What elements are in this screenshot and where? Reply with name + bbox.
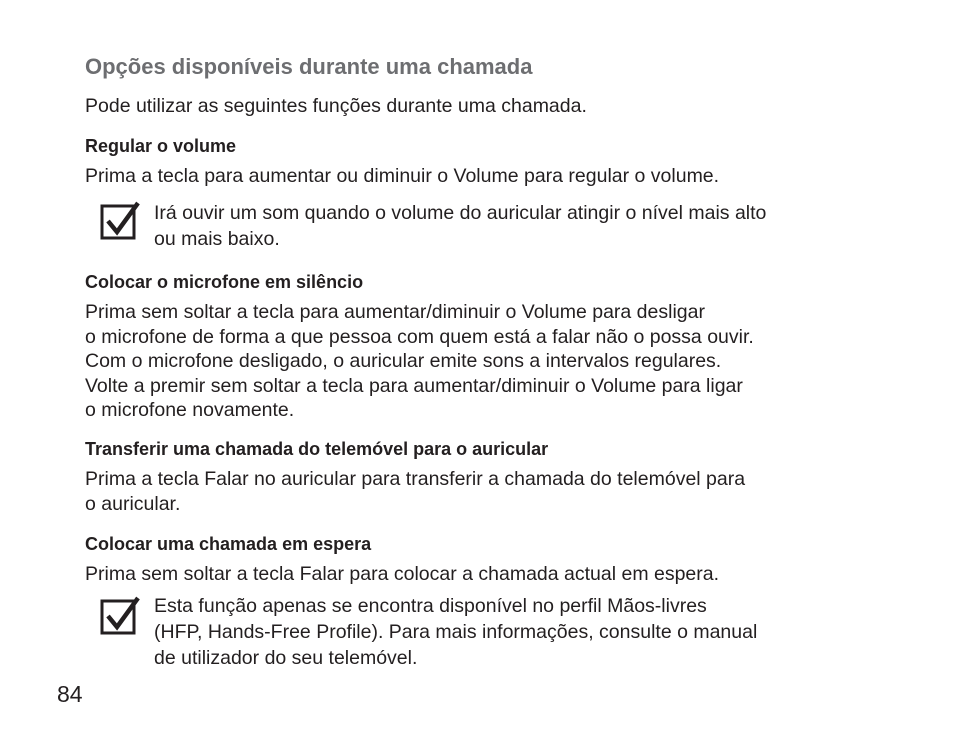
volume-note-line-2: ou mais baixo. [154, 228, 280, 250]
volume-note-line-1: Irá ouvir um som quando o volume do auricular atingir o nível mais alto [154, 202, 767, 224]
transfer-body-line-2: o auricular. [85, 492, 181, 515]
intro-text: Pode utilizar as seguintes funções durante uma chamada. [85, 95, 587, 117]
heading-mute: Colocar o microfone em silêncio [85, 272, 364, 292]
checkbox-check-icon [100, 596, 140, 636]
mute-body-line-4: Volte a premir sem soltar a tecla para aumentar/diminuir o Volume para ligar [85, 374, 743, 397]
heading-hold: Colocar uma chamada em espera [85, 534, 372, 554]
transfer-body-line-1: Prima a tecla Falar no auricular para transferir a chamada do telemóvel para [85, 468, 746, 490]
hold-note-line-2: (HFP, Hands-Free Profile). Para mais informações, consulte o manual [154, 621, 758, 643]
checkbox-check-icon [100, 201, 140, 241]
heading-transfer: Transferir uma chamada do telemóvel para o auricular [85, 439, 549, 459]
heading-volume: Regular o volume [85, 136, 237, 156]
hold-note-line-1: Esta função apenas se encontra disponível no perfil Mãos-livres [154, 595, 707, 617]
volume-body: Prima a tecla para aumentar ou diminuir o Volume para regular o volume. [85, 165, 720, 187]
mute-body-line-5: o microfone novamente. [85, 399, 295, 421]
mute-body-line-3: Com o microfone desligado, o auricular emite sons a intervalos regulares. [85, 350, 722, 372]
hold-note-line-3: de utilizador do seu telemóvel. [154, 647, 418, 669]
page-title: Opções disponíveis durante uma chamada [85, 54, 533, 79]
page-number: 84 [57, 681, 83, 707]
mute-body-line-1: Prima sem soltar a tecla para aumentar/diminuir o Volume para desligar [85, 301, 705, 323]
hold-body: Prima sem soltar a tecla Falar para colocar a chamada actual em espera. [85, 563, 720, 585]
mute-body-line-2: o microfone de forma a que pessoa com quem está a falar não o possa ouvir. [85, 325, 754, 348]
